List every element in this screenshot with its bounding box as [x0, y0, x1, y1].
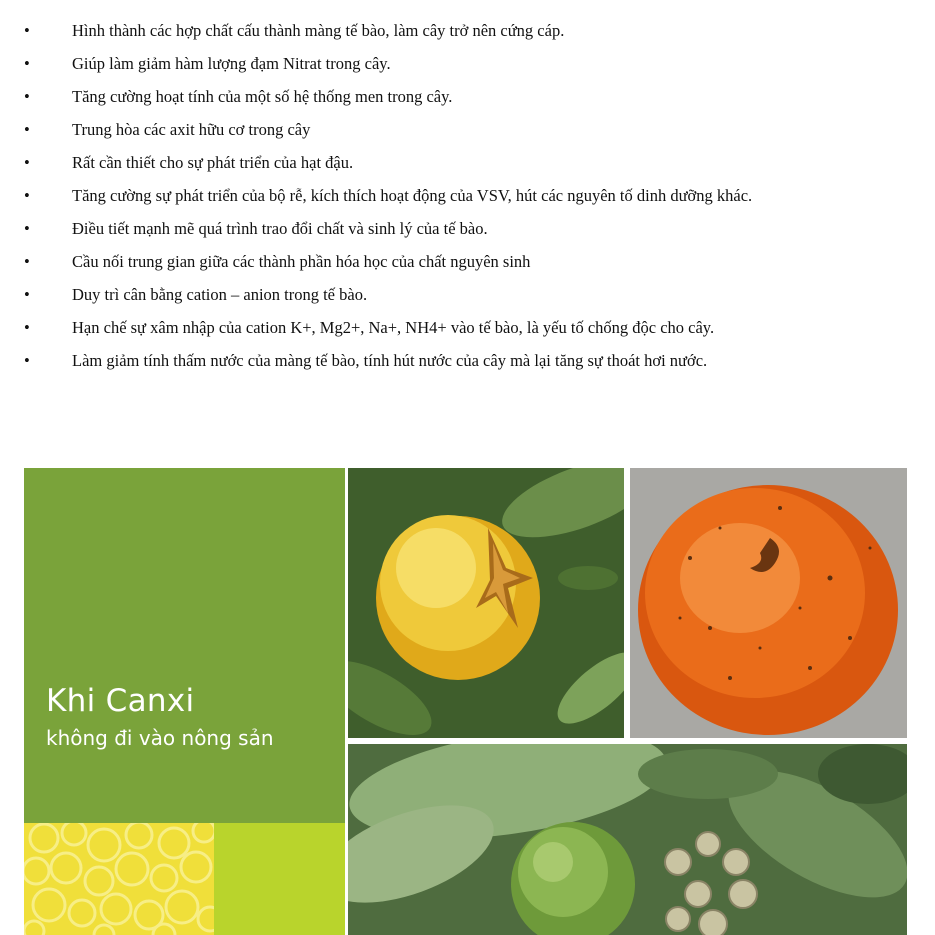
list-item-text: Làm giảm tính thấm nước của màng tế bào, tính hút nước của cây mà lại tăng sự thoát hơi nước. [72, 351, 708, 370]
list-item [24, 283, 804, 306]
list-item-text: Duy trì cân bằng cation – anion trong tế bào. [72, 285, 368, 304]
bullet-marker: • [24, 120, 30, 139]
list-item [24, 316, 804, 339]
list-item [24, 349, 804, 372]
bullet-marker: • [24, 318, 30, 337]
list-item-text: Cầu nối trung gian giữa các thành phần hóa học của chất nguyên sinh [72, 252, 531, 271]
list-item-text: Trung hòa các axit hữu cơ trong cây [72, 120, 311, 139]
list-item-text: Hình thành các hợp chất cấu thành màng tế bào, làm cây trở nên cứng cáp. [72, 21, 565, 40]
list-item [24, 151, 804, 174]
title-panel [24, 468, 345, 935]
list-item [24, 52, 804, 75]
bullet-marker: • [24, 87, 30, 106]
calcium-deficiency-figure [24, 468, 907, 935]
bullet-marker: • [24, 186, 30, 205]
bullet-marker: • [24, 54, 30, 73]
figure-title: Khi Canxi [46, 683, 195, 719]
list-item-text: Tăng cường sự phát triển của bộ rễ, kích thích hoạt động của VSV, hút các nguyên tố dinh dưỡng khác. [72, 186, 753, 205]
yellow-citrus-photo [348, 468, 624, 738]
list-item-text: Điều tiết mạnh mẽ quá trình trao đổi chất và sinh lý của tế bào. [72, 219, 488, 238]
list-item-text: Giúp làm giảm hàm lượng đạm Nitrat trong cây. [72, 54, 391, 73]
list-item-text: Rất cần thiết cho sự phát triển của hạt đậu. [72, 153, 354, 172]
list-item-text: Hạn chế sự xâm nhập của cation K+, Mg2+, Na+, NH4+ vào tế bào, là yếu tố chống độc cho cây. [72, 318, 715, 337]
green-citrus-photo [348, 744, 907, 935]
list-item [24, 85, 804, 108]
list-item [24, 19, 804, 42]
bullet-marker: • [24, 219, 30, 238]
bullet-marker: • [24, 252, 30, 271]
bullet-marker: • [24, 153, 30, 172]
list-item [24, 217, 804, 240]
bullet-marker: • [24, 351, 30, 370]
bullet-list [24, 19, 804, 382]
list-item-text: Tăng cường hoạt tính của một số hệ thống men trong cây. [72, 87, 453, 106]
bullet-marker: • [24, 285, 30, 304]
list-item [24, 118, 804, 141]
list-item [24, 250, 804, 273]
list-item [24, 184, 804, 207]
figure-subtitle: không đi vào nông sản [46, 726, 274, 750]
bullet-marker: • [24, 21, 30, 40]
orange-fruit-photo [630, 468, 907, 738]
cell-pattern-graphic [24, 823, 214, 935]
lime-accent-block [214, 823, 345, 935]
